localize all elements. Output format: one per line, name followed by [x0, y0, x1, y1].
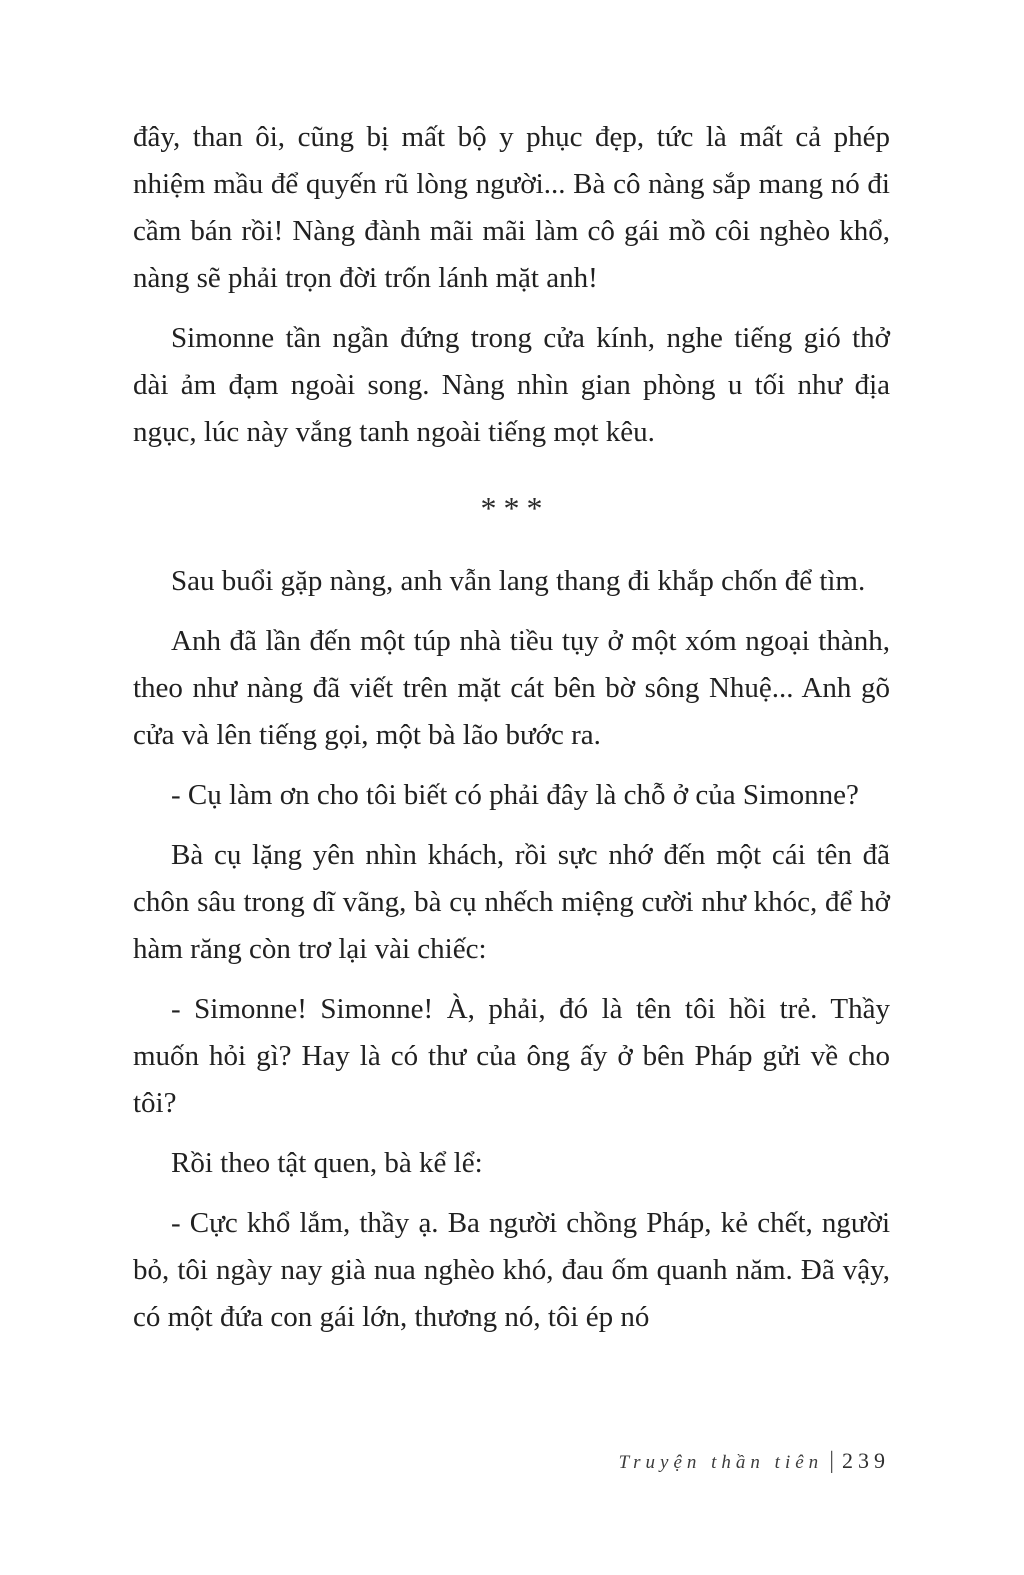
- body-paragraph: Sau buổi gặp nàng, anh vẫn lang thang đi khắp chốn để tìm.: [171, 565, 866, 597]
- body-paragraph: Simonne tần ngần đứng trong cửa kính, nghe tiếng gió thở dài ảm đạm ngoài song. Nàng nhìn gian phòng u tối như địa ngục, lúc này vắng tanh ngoài tiếng mọt kêu.: [133, 322, 890, 448]
- page-text-block: [133, 114, 890, 1354]
- body-paragraph: Anh đã lần đến một túp nhà tiều tụy ở một xóm ngoại thành, theo như nàng đã viết trên mặt cát bên bờ sông Nhuệ... Anh gõ cửa và lên tiếng gọi, một bà lão bước ra.: [133, 625, 890, 751]
- body-paragraph: - Cụ làm ơn cho tôi biết có phải đây là chỗ ở của Simonne?: [171, 779, 859, 811]
- body-paragraph: - Simonne! Simonne! À, phải, đó là tên tôi hồi trẻ. Thầy muốn hỏi gì? Hay là có thư của ông ấy ở bên Pháp gửi về cho tôi?: [133, 993, 890, 1119]
- body-paragraph: Bà cụ lặng yên nhìn khách, rồi sực nhớ đến một cái tên đã chôn sâu trong dĩ vãng, bà cụ nhếch miệng cười như khóc, để hở hàm răng còn trơ lại vài chiếc:: [133, 839, 890, 965]
- footer-divider: |: [829, 1448, 834, 1474]
- body-paragraph: Rồi theo tật quen, bà kể lể:: [171, 1147, 483, 1179]
- running-book-title: Truyện thần tiên: [618, 1452, 824, 1473]
- section-separator: ***: [480, 490, 550, 526]
- page-footer: [619, 1448, 890, 1475]
- body-paragraph: đây, than ôi, cũng bị mất bộ y phục đẹp, tức là mất cả phép nhiệm mầu để quyến rũ lòng người... Bà cô nàng sắp mang nó đi cầm bán rồi! Nàng đành mãi mãi làm cô gái mồ côi nghèo khổ, nàng sẽ phải trọn đời trốn lánh mặt anh!: [133, 121, 890, 294]
- body-paragraph: - Cực khổ lắm, thầy ạ. Ba người chồng Pháp, kẻ chết, người bỏ, tôi ngày nay già nua nghèo khó, đau ốm quanh năm. Đã vậy, có một đứa con gái lớn, thương nó, tôi ép nó: [133, 1207, 890, 1333]
- page-number: 239: [842, 1448, 890, 1473]
